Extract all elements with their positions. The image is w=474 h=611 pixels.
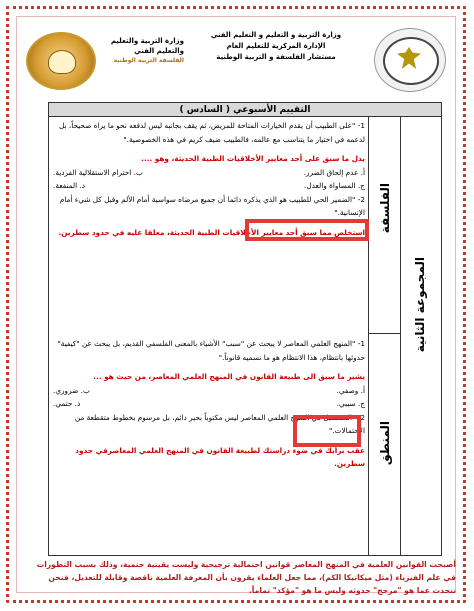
center-line-3: مستشار الفلسفة و التربية الوطنية bbox=[216, 53, 336, 61]
logic-q2-prompt: عقب برأيك في ضوء دراستك لطبيعة القانون في المنهج العلمي المعاصرفي حدود سطرين. bbox=[75, 445, 365, 468]
philosophy-logo bbox=[26, 32, 96, 90]
answer-highlight-philosophy bbox=[245, 219, 369, 241]
assessment-title: التقييم الأسبوعي ( السادس ) bbox=[48, 102, 442, 118]
logic-label: المنطق bbox=[378, 421, 392, 466]
logic-options-row-1 bbox=[53, 384, 365, 398]
subject-column bbox=[368, 117, 401, 555]
option-b[interactable]: ب. ضروري. bbox=[53, 385, 90, 395]
subject-divider bbox=[369, 333, 401, 334]
option-d[interactable]: د. المنفعة. bbox=[53, 181, 86, 190]
option-c[interactable]: ج. سببي. bbox=[336, 399, 365, 408]
left-brand: الفلسفة التربية الوطنية bbox=[113, 57, 184, 64]
left-org-title bbox=[96, 36, 184, 66]
answer-highlight-logic bbox=[293, 415, 361, 447]
logo-emblem bbox=[48, 50, 76, 74]
page-frame bbox=[6, 6, 466, 603]
philosophy-q2-prompt: استخلص مما سبق أحد معايير الأخلاقيات الطبية الحديثة، معلقا عليه في حدود سطرين. bbox=[58, 227, 365, 237]
philosophy-q1-prompt: يدل ما سبق على أحد معايير الأخلاقيات الطبية الحديثة، وهو .... bbox=[141, 154, 365, 163]
ministry-title bbox=[191, 30, 361, 63]
logic-q1-prompt: يشير ما سبق الى طبيعة القانون في المنهج العلمي المعاصر، من حيث هو ... bbox=[93, 372, 365, 381]
left-org-line-2: والتعليم الفني bbox=[134, 47, 184, 55]
logic-section bbox=[53, 337, 365, 471]
logic-q2: 2- "المستقبل في المنهج العلمي المعاصر ليس مكتوباً بحبر دائم، بل مرسوم بخطوط متقطعة من الاحتمالات." bbox=[74, 412, 365, 435]
center-line-1: وزارة التربية و التعليم و التعليم الفني bbox=[210, 31, 342, 39]
ministry-logo bbox=[374, 28, 446, 92]
option-a[interactable]: أ. وصفي. bbox=[336, 385, 365, 395]
group-label: المجموعة الثانية bbox=[413, 257, 427, 353]
philosophy-q1: 1- "على الطبيب أن يقدم الخيارات المتاحة للمريض، ثم يقف بجانبه ليس لدفعه نحو ما يراه صحيحاً، بل لدعمه في اختيار ما يتناسب مع عالمه، فالطبيب ضيف كريم في هذه الخصوصية." bbox=[59, 121, 365, 144]
left-org-line-1: وزارة التربية والتعليم bbox=[110, 37, 184, 45]
header bbox=[26, 26, 446, 96]
option-a[interactable]: أ. عدم إلحاق الضرر. bbox=[303, 167, 365, 177]
center-line-2: الإدارة المركزية للتعليم العام bbox=[226, 42, 326, 50]
logic-q1: 1- "المنهج العلمي المعاصر لا يبحث عن "سبب" الأشياء بالمعنى الفلسفي القديم، بل يبحث عن "كيفية" حدوثها بانتظام، هذا الانتظام هو ما نسميه قانوناً." bbox=[57, 339, 365, 362]
philosophy-options-row-1 bbox=[53, 166, 365, 180]
assessment-table bbox=[48, 116, 442, 556]
option-c[interactable]: ج. المساواة والعدل. bbox=[304, 181, 365, 190]
option-d[interactable]: د. حتمي. bbox=[53, 399, 81, 408]
philosophy-options-row-2 bbox=[53, 179, 365, 193]
answer-explanation: أصبحت القوانين العلمية في المنهج المعاصر قوانين احتمالية ترجيحية وليست يقينية حتمية، وذلك بسبب التطورات في علم الفيزياء (مثل ميكانيكا الكم)، مما جعل العلماء يقرون بأن المعرفة العلمية ناقصة وقابلة للتعديل، فنحن نتحدث عما هو "مرجح" حدوثه وليس ما هو "مؤكد" تماماً. bbox=[36, 560, 456, 595]
group-column bbox=[400, 117, 441, 555]
logic-options-row-2 bbox=[53, 397, 365, 411]
philosophy-label: الفلسفة bbox=[378, 183, 392, 234]
philosophy-q2: 2- "الضمير الحي للطبيب هو الذي يذكره دائما أن جميع مرضاه سواسية أمام الألم وقبل كل شيء أمام الإنسانية." bbox=[59, 194, 365, 217]
option-b[interactable]: ب. احترام الاستقلالية الفردية. bbox=[53, 167, 143, 177]
